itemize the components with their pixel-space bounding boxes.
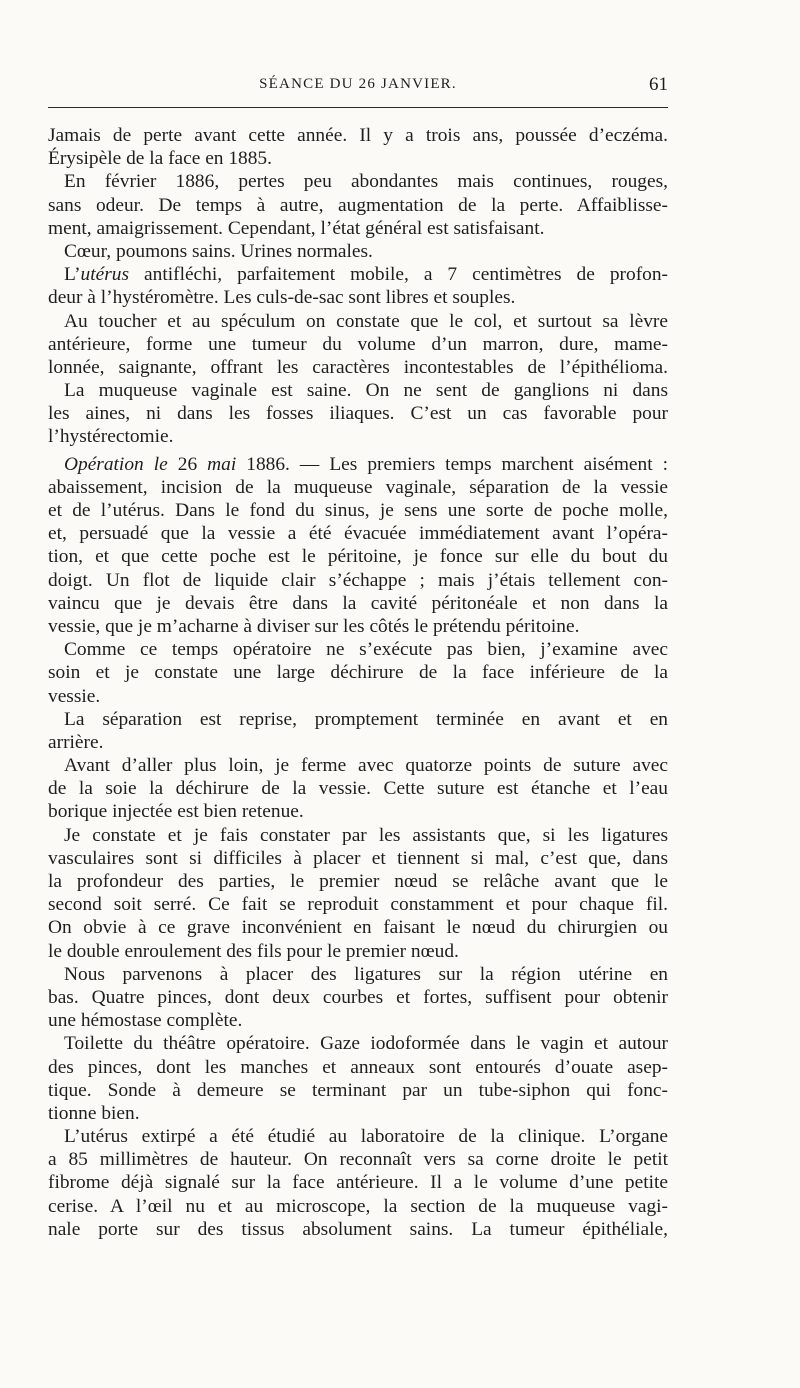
body-text	[48, 124, 668, 1241]
text-line: a 85 millimètres de hauteur. On reconnaît vers sa corne droite le petit	[48, 1149, 668, 1171]
text-line: sans odeur. De temps à autre, augmentation de la perte. Affaiblisse-	[48, 194, 668, 216]
text-line: la profondeur des parties, le premier nœud se relâche avant que le	[48, 871, 668, 892]
text-line: des pinces, dont les manches et anneaux sont entourés d’ouate asep-	[48, 1056, 668, 1078]
text-line: borique injectée est bien retenue.	[48, 801, 304, 823]
header-rule	[48, 107, 668, 108]
text-run-italic: mai	[207, 453, 237, 475]
text-line: L’utérus extirpé a été étudié au laboratoire de la clinique. L’organe	[64, 1126, 668, 1148]
text-line: vessie.	[48, 685, 101, 707]
text-line: doigt. Un flot de liquide clair s’échappe ; mais j’étais tellement con-	[48, 569, 668, 591]
text-run: L’	[64, 264, 81, 286]
text-line: tique. Sonde à demeure se terminant par un tube-siphon qui fonc-	[48, 1079, 668, 1101]
text-line	[48, 263, 668, 286]
text-run: antifléchi, parfaitement mobile, a 7 centimètres de profon-	[129, 264, 668, 286]
text-line: tion, et que cette poche est le péritoine, je fonce sur elle du bout du	[48, 546, 668, 568]
running-head	[48, 74, 668, 98]
text-line: le double enroulement des fils pour le premier nœud.	[48, 940, 459, 962]
text-line: et de l’utérus. Dans le fond du sinus, je sens une sorte de poche molle,	[48, 500, 668, 521]
text-line: Cœur, poumons sains. Urines normales.	[64, 240, 373, 262]
text-line: tionne bien.	[48, 1102, 140, 1124]
text-line: La muqueuse vaginale est saine. On ne sent de ganglions ni dans	[64, 380, 668, 402]
text-line: vaincu que je devais être dans la cavité péritonéale et non dans la	[48, 592, 668, 614]
text-line: Au toucher et au spéculum on constate que le col, et surtout sa lèvre	[64, 310, 668, 332]
text-line: Érysipèle de la face en 1885.	[48, 148, 272, 170]
text-line: Jamais de perte avant cette année. Il y a trois ans, poussée d’eczéma.	[48, 125, 668, 146]
text-line: fibrome déjà signalé sur la face antérieure. Il a le volume d’une petite	[48, 1172, 668, 1194]
text-line: second soit serré. Ce fait se reproduit constamment et pour chaque fil.	[48, 894, 668, 916]
text-line: vessie, que je m’acharne à diviser sur les côtés le prétendu péritoine.	[48, 615, 580, 637]
page-number: 61	[649, 74, 668, 95]
text-line: nale porte sur des tissus absolument sains. La tumeur épithéliale,	[48, 1218, 668, 1240]
text-line: antérieure, forme une tumeur du volume d’un marron, dure, mame-	[48, 333, 668, 355]
text-line: ment, amaigrissement. Cependant, l’état général est satisfaisant.	[48, 217, 545, 239]
text-line: arrière.	[48, 731, 104, 753]
text-run-italic: utérus	[80, 264, 130, 286]
text-line: Comme ce temps opératoire ne s’exécute pas bien, j’examine avec	[64, 639, 668, 661]
text-line: et, persuadé que la vessie a été évacuée immédiatement avant l’opéra-	[48, 523, 668, 545]
text-run-italic: Opération le	[64, 453, 168, 475]
text-line	[48, 453, 668, 476]
text-line: Toilette du théâtre opératoire. Gaze iodoformée dans le vagin et autour	[64, 1033, 668, 1055]
text-line: deur à l’hystéromètre. Les culs-de-sac sont libres et souples.	[48, 287, 516, 309]
running-head-title: SÉANCE DU 26 JANVIER.	[259, 76, 457, 92]
text-line: En février 1886, pertes peu abondantes mais continues, rouges,	[64, 171, 668, 193]
text-line: On obvie à ce grave inconvénient en faisant le nœud du chirurgien ou	[48, 917, 668, 939]
text-line: une hémostase complète.	[48, 1010, 243, 1032]
text-line: bas. Quatre pinces, dont deux courbes et fortes, suffisent pour obtenir	[48, 986, 668, 1008]
text-line: Nous parvenons à placer des ligatures sur la région utérine en	[64, 963, 668, 985]
text-line: l’hystérectomie.	[48, 426, 174, 448]
text-line: de la soie la déchirure de la vessie. Cette suture est étanche et l’eau	[48, 778, 668, 800]
text-line: La séparation est reprise, promptement terminée en avant et en	[64, 708, 668, 730]
text-line: cerise. A l’œil nu et au microscope, la section de la muqueuse vagi-	[48, 1195, 668, 1217]
text-line: les aines, ni dans les fosses iliaques. C’est un cas favorable pour	[48, 403, 668, 425]
text-line: soin et je constate une large déchirure de la face inférieure de la	[48, 662, 668, 684]
text-run: 26	[167, 453, 208, 475]
text-line: abaissement, incision de la muqueuse vaginale, séparation de la vessie	[48, 476, 668, 498]
text-line: Je constate et je fais constater par les assistants que, si les ligatures	[64, 824, 668, 846]
text-line: vasculaires sont si difficiles à placer et tiennent si mal, c’est que, dans	[48, 847, 668, 869]
text-line: Avant d’aller plus loin, je ferme avec quatorze points de suture avec	[64, 755, 668, 777]
text-run: 1886. — Les premiers temps marchent aisément :	[236, 453, 668, 475]
text-line: lonnée, saignante, offrant les caractères incontestables de l’épithélioma.	[48, 356, 668, 378]
